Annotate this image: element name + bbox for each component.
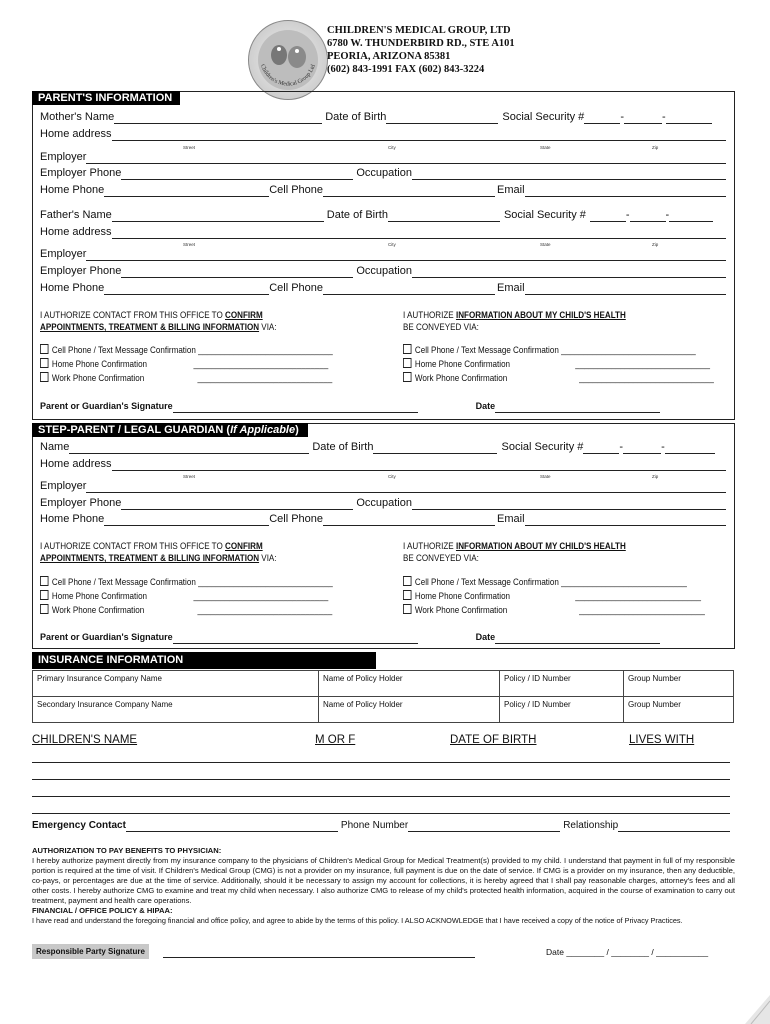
zip-caption: Zip <box>652 242 659 247</box>
responsible-date[interactable]: Date ________ / ________ / ___________ <box>546 947 709 957</box>
mother-employer-label: Employer <box>40 151 87 163</box>
logo-graphic <box>249 21 327 99</box>
step-employer-label: Employer <box>40 480 87 492</box>
step-name-label: Name <box>40 441 70 453</box>
step-cell-label: Cell Phone <box>269 513 324 525</box>
info-home-phone-checkbox[interactable] <box>403 358 412 368</box>
practice-header <box>327 24 515 76</box>
mother-occupation-label: Occupation <box>356 167 412 179</box>
step-date-field[interactable] <box>495 632 660 644</box>
work-phone-checkbox[interactable] <box>40 372 49 382</box>
step-employer-phone-label: Employer Phone <box>40 497 122 509</box>
zip-caption: Zip <box>652 474 659 479</box>
father-employer-phone-field[interactable] <box>121 266 353 278</box>
father-cell-field[interactable] <box>323 283 495 295</box>
cell-text-checkbox[interactable] <box>40 344 49 354</box>
father-employer-label: Employer <box>40 248 87 260</box>
state-caption: State <box>540 145 551 150</box>
step-contact-options-left: Cell Phone / Text Message Confirmation ______________________________ Home Phone Confirmation ______________________________ Work Phone Confirmation ______________________________ <box>40 576 333 618</box>
step-address-label: Home address <box>40 458 112 470</box>
step-email-field[interactable] <box>525 514 726 526</box>
mother-employer-field[interactable] <box>86 152 726 164</box>
father-occupation-label: Occupation <box>356 265 412 277</box>
secondary-policy-cell[interactable]: Policy / ID Number <box>500 697 624 723</box>
mother-address-field[interactable] <box>112 129 726 141</box>
father-ssn-3[interactable] <box>669 210 713 222</box>
parent-signature-label: Parent or Guardian's Signature <box>40 401 173 411</box>
secondary-group-cell[interactable]: Group Number <box>624 697 734 723</box>
responsible-signature-label: Responsible Party Signature <box>32 944 149 959</box>
primary-company-cell[interactable]: Primary Insurance Company Name <box>33 671 319 697</box>
insurance-row-secondary <box>33 697 734 723</box>
step-employer-field[interactable] <box>86 481 726 493</box>
emergency-relationship-label: Relationship <box>563 820 619 831</box>
practice-address-1: 6780 W. THUNDERBIRD RD., STE A101 <box>327 38 515 49</box>
secondary-holder-cell[interactable]: Name of Policy Holder <box>319 697 500 723</box>
home-phone-checkbox[interactable] <box>40 358 49 368</box>
step-signature-label: Parent or Guardian's Signature <box>40 632 173 642</box>
father-ssn-1[interactable] <box>590 210 626 222</box>
zip-caption: Zip <box>652 145 659 150</box>
father-ssn-2[interactable] <box>630 210 666 222</box>
father-home-phone-field[interactable] <box>104 283 269 295</box>
auth-contact-text: I AUTHORIZE CONTACT FROM THIS OFFICE TO CONFIRM APPOINTMENTS, TREATMENT & BILLING INFORMATION VIA: <box>40 310 277 333</box>
authorization-block <box>32 846 735 926</box>
state-caption: State <box>540 242 551 247</box>
practice-name: CHILDREN'S MEDICAL GROUP, LTD <box>327 25 511 36</box>
step-cell-field[interactable] <box>323 514 495 526</box>
mother-email-label: Email <box>497 184 525 196</box>
mother-dob-field[interactable] <box>386 112 498 124</box>
street-caption: Street <box>183 242 196 247</box>
primary-policy-cell[interactable]: Policy / ID Number <box>500 671 624 697</box>
parent-date-label: Date <box>475 401 496 411</box>
emergency-contact-label: Emergency Contact <box>32 820 126 831</box>
children-dob-header: DATE OF BIRTH <box>450 734 537 746</box>
step-name-field[interactable] <box>69 442 309 454</box>
step-ssn-3[interactable] <box>665 442 715 454</box>
mother-ssn-3[interactable] <box>666 112 712 124</box>
step-home-phone-field[interactable] <box>104 514 269 526</box>
step-info-cell-text-checkbox[interactable] <box>403 576 412 586</box>
mother-employer-phone-label: Employer Phone <box>40 167 122 179</box>
step-auth-contact-text: I AUTHORIZE CONTACT FROM THIS OFFICE TO CONFIRM APPOINTMENTS, TREATMENT & BILLING INFORMATION VIA: <box>40 541 277 564</box>
info-cell-text-checkbox[interactable] <box>403 344 412 354</box>
mother-home-phone-field[interactable] <box>104 185 269 197</box>
policy-heading: FINANCIAL / OFFICE POLICY & HIPAA: <box>32 906 173 915</box>
father-name-field[interactable] <box>112 210 324 222</box>
step-address-field[interactable] <box>112 459 726 471</box>
father-cell-label: Cell Phone <box>269 282 324 294</box>
info-work-phone-checkbox[interactable] <box>403 372 412 382</box>
step-ssn-1[interactable] <box>583 442 619 454</box>
parent-date-field[interactable] <box>495 401 660 413</box>
city-caption: City <box>388 242 396 247</box>
mother-home-phone-label: Home Phone <box>40 184 105 196</box>
mother-cell-label: Cell Phone <box>269 184 324 196</box>
children-lives-header: LIVES WITH <box>629 734 695 746</box>
page-curl-icon <box>745 995 770 1024</box>
mother-ssn-1[interactable] <box>584 112 620 124</box>
mother-name-field[interactable] <box>114 112 322 124</box>
auth-heading: AUTHORIZATION TO PAY BENEFITS TO PHYSICIAN: <box>32 846 222 855</box>
father-address-label: Home address <box>40 226 112 238</box>
auth-body: I hereby authorize payment directly from my insurance company to the physicians of Children's Medical Group for Medical Treatment(s) provided to my child. I understand that payment in full of my responsible portion is required at the time of visit. If Children's Medical Group (CMG) is not a provider on my insurance, full payment is due on the date of service. If CMG is a provider on my insurance, then any deductible, co-pays, or percentages are due at the time of service. Additionally, should it be necessary to assign my account for collections, it is hereby agreed that I shall pay reasonable charges, attorney's fees and all other costs. I hereby authorize CMG to examine and treat my child when necessary. I also authorize CMG to release of my child's protected health information, acquired in the course of examination to carry out treatment, payment and health care operations. <box>32 856 735 905</box>
secondary-company-cell[interactable]: Secondary Insurance Company Name <box>33 697 319 723</box>
step-home-phone-label: Home Phone <box>40 513 105 525</box>
info-options-right: Cell Phone / Text Message Confirmation ______________________________ Home Phone Confirmation ______________________________ Work Phone Confirmation ______________________________ <box>403 344 714 386</box>
step-ssn-label: Social Security # <box>501 441 584 453</box>
father-dob-field[interactable] <box>388 210 500 222</box>
father-ssn-label: Social Security # <box>503 209 586 221</box>
step-employer-phone-field[interactable] <box>121 498 353 510</box>
children-sex-header: M OR F <box>315 734 356 746</box>
mother-employer-phone-field[interactable] <box>121 168 353 180</box>
policy-body: I have read and understand the foregoing financial and office policy, and agree to abide by the terms of this policy. I ALSO ACKNOWLEDGE that I have received a copy of the notice of Privacy Practices. <box>32 916 683 925</box>
father-employer-phone-label: Employer Phone <box>40 265 122 277</box>
emergency-contact-field[interactable] <box>126 820 338 832</box>
step-info-home-phone-checkbox[interactable] <box>403 590 412 600</box>
step-cell-text-checkbox[interactable] <box>40 576 49 586</box>
mother-row: Mother's Name Date of Birth Social Security # - - <box>40 110 726 124</box>
practice-logo <box>248 20 328 100</box>
father-email-field[interactable] <box>525 283 726 295</box>
primary-group-cell[interactable]: Group Number <box>624 671 734 697</box>
responsible-signature-field[interactable] <box>163 946 475 958</box>
insurance-table <box>32 670 734 723</box>
children-name-header: CHILDREN'S NAME <box>32 734 138 746</box>
auth-info-text: I AUTHORIZE INFORMATION ABOUT MY CHILD'S HEALTH BE CONVEYED VIA: <box>403 310 626 333</box>
step-info-options-right: Cell Phone / Text Message Confirmation ____________________________ Home Phone Confirmation ____________________________ Work Phone Confirmation ____________________________ <box>403 576 705 618</box>
father-occupation-field[interactable] <box>412 266 726 278</box>
logo-text: Children's Medical Group Ltd <box>259 63 317 88</box>
step-email-label: Email <box>497 513 525 525</box>
street-caption: Street <box>183 145 196 150</box>
insurance-row-primary <box>33 671 734 697</box>
mother-name-label: Mother's Name <box>40 111 115 123</box>
step-occupation-field[interactable] <box>412 498 726 510</box>
child-line-2[interactable] <box>32 768 730 780</box>
step-home-phone-checkbox[interactable] <box>40 590 49 600</box>
father-employer-field[interactable] <box>86 249 726 261</box>
child-line-3[interactable] <box>32 785 730 797</box>
mother-occupation-field[interactable] <box>412 168 726 180</box>
step-parent-title: STEP-PARENT / LEGAL GUARDIAN (If Applicable) <box>32 423 308 437</box>
child-line-4[interactable] <box>32 802 730 814</box>
insurance-title: INSURANCE INFORMATION <box>32 652 376 669</box>
father-email-label: Email <box>497 282 525 294</box>
step-info-work-phone-checkbox[interactable] <box>403 604 412 614</box>
emergency-relationship-field[interactable] <box>618 820 730 832</box>
mother-address-label: Home address <box>40 128 112 140</box>
mother-dob-label: Date of Birth <box>325 111 387 123</box>
parent-info-title: PARENT'S INFORMATION <box>32 91 180 105</box>
father-dob-label: Date of Birth <box>326 209 388 221</box>
step-dob-label: Date of Birth <box>312 441 374 453</box>
practice-phones: (602) 843-1991 FAX (602) 843-3224 <box>327 64 485 75</box>
child-line-1[interactable] <box>32 751 730 763</box>
father-home-phone-label: Home Phone <box>40 282 105 294</box>
step-date-label: Date <box>475 632 496 642</box>
city-caption: City <box>388 474 396 479</box>
practice-address-2: PEORIA, ARIZONA 85381 <box>327 51 451 62</box>
primary-holder-cell[interactable]: Name of Policy Holder <box>319 671 500 697</box>
mother-ssn-label: Social Security # <box>502 111 585 123</box>
emergency-phone-label: Phone Number <box>340 820 409 831</box>
step-signature-field[interactable] <box>173 632 418 644</box>
contact-options-left: Cell Phone / Text Message Confirmation ______________________________ Home Phone Confirmation ______________________________ Work Phone Confirmation ______________________________ <box>40 344 333 386</box>
emergency-phone-field[interactable] <box>408 820 560 832</box>
street-caption: Street <box>183 474 196 479</box>
city-caption: City <box>388 145 396 150</box>
step-auth-info-text: I AUTHORIZE INFORMATION ABOUT MY CHILD'S HEALTH BE CONVEYED VIA: <box>403 541 626 564</box>
mother-ssn-2[interactable] <box>624 112 662 124</box>
step-ssn-2[interactable] <box>623 442 661 454</box>
emergency-row <box>32 818 730 832</box>
step-work-phone-checkbox[interactable] <box>40 604 49 614</box>
father-address-field[interactable] <box>112 227 726 239</box>
parent-signature-field[interactable] <box>173 401 418 413</box>
mother-cell-field[interactable] <box>323 185 495 197</box>
step-dob-field[interactable] <box>373 442 497 454</box>
state-caption: State <box>540 474 551 479</box>
mother-email-field[interactable] <box>525 185 726 197</box>
step-occupation-label: Occupation <box>356 497 412 509</box>
father-name-label: Father's Name <box>40 209 112 221</box>
